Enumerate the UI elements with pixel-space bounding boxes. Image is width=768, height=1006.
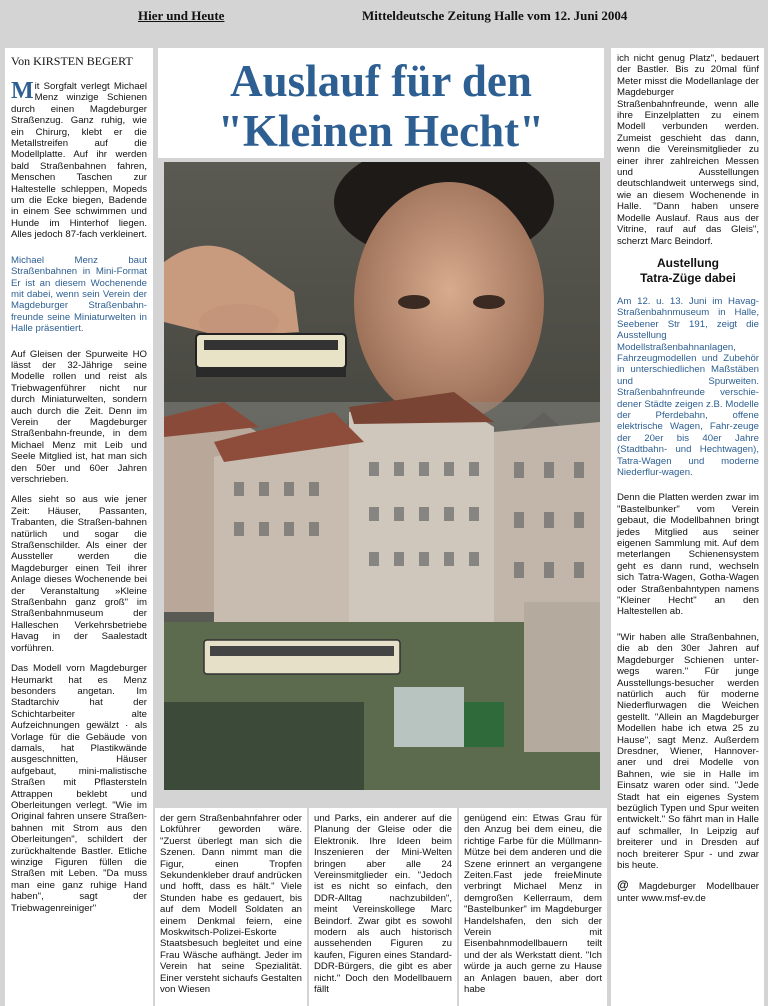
article-column-2 [155,808,307,1006]
article-paragraph: "Wir haben alle Straßenbahnen, die ab den 30er Jahren auf Magdeburger Schienen unter-wegs waren." Für junge Ausstellungs-besucher werden natürlich auch für moderne Niederflurwagen die Weichen gestellt. "Allein an Magdeburger Modellen habe ich etwa 25 zu Hause", sagt Menz. Außerdem Dresdner, Wiener, Hannover-aner und drei Modelle von Bahnen, wie sie in Halle im Einsatz waren oder sind. "Jede Stadt hat ein eigenes System bezüglich Typen und Spur weiten entwickelt." So fährt man in Halle auf schmaller, In Leipzig auf breiterer und in Dresden auf noch breiterer Spur - und zwar bis heute. [617,631,759,871]
article-paragraph: Alles sieht so aus wie jener Zeit: Häuser, Passanten, Trabanten, die Straßen-bahnen natürlich und sogar die Straßenschilder. Als einer der Aussteller werden die Magdeburger einen Teil ihrer Anlage dieses Wochenende bei der Veranstaltung »Kleine Straßenbahn ganz groß" im Straßenbahnmuseum der Halleschen Verkehrsbetriebe Havag in der Saalestadt vorführen. [11,494,147,654]
sidebar-title-line-1: Austellung [657,255,719,270]
article-paragraph: genügend ein: Etwas Grau für den Anzug bei dem eineu, die richtige Farbe für die Müllmann-Mütze bei dem anderen und die Szene erinnert an vergangene Zeiten.Fast jede freieMinute verbringt Michael Menz in demgroßen Kellerraum, dem "Bastelbunker" im Magdeburger Handelshafen, den sich der Verein mit Eisenbahnmodellbauern teilt und der als Werkstatt dient. "Ich würde ja auch gerne zu Hause an Anlagen bauen, aber dort habe [464,813,602,996]
headline-box [158,48,604,158]
article-teaser: Michael Menz baut Straßenbahnen in Mini-Format Er ist an diesem Wochenende mit dabei, wenn sein Verein der Magdeburger Straßenbahn-freunde seine Miniaturwelten in Halle präsentiert. [11,254,147,335]
sidebar-title [617,256,759,286]
article-paragraph: Denn die Platten werden zwar im "Bastelbunker" vom Verein gebaut, die Modellbahnen bringt jedes Mitglied aus seiner eigenen Sammlung mit. Auf dem meterlangen Schienensystem geht es dann rund, wechseln sich Tatra-Wagen, Gotha-Wagen oder Straßenbahntypen namens "Kleiner Hecht" an den Haltestellen ab. [617,492,759,618]
article-photo [164,162,600,790]
article-column-3 [309,808,457,1006]
article-paragraph: ich nicht genug Platz", bedauert der Bastler. Bis zu 20mal fünf Meter misst die Modellanlage der Magdeburger Straßenbahnfreunde, wenn alle ihre Einzelplatten zu einem Modell verbunden werden. Zumeist geschieht das dann, wenn die Vereinsmitglieder zu einer ihrer zahlreichen Messen und Ausstellungen deutschlandweit unterwegs sind, wie an diesem Wochenende in Halle. "Dann haben unsere Modelle Auslauf. Raus aus der Vitrine, rauf auf das Gleis", scherzt Marc Beindorf. [617,53,759,247]
sidebar-title-line-2: Tatra-Züge dabei [640,270,736,285]
article-column-5 [611,48,764,1006]
at-sign-icon: @ [617,878,629,893]
article-paragraph: der gern Straßenbahnfahrer oder Lokführer geworden wäre. "Zuerst überlegt man sich die Szenen. Dann nimmt man die Figur, einen Tropfen Sekundenkleber drauf andrücken und hofft, dass es hält." Viele Stunden habe es gedauert, bis auf dem Modell Soldaten an einem Denkmal feiern, eine Moskwitsch-Polizei-Eskorte Staatsbesuch begleitet und eine Frau Wäsche aufhängt. Jeder im Verein hat seine Spezialität. Einer versteht sichaufs Gestalten von Wiesen [160,813,302,996]
article-paragraph: Auf Gleisen der Spurweite HO lässt der 32-Jährige seine Modelle rollen und reist als Triebwagenführer nicht nur durch Miniaturwelten, sondern auch durch die Zeit. Denn im Verein der Magdeburger Straßenbahn-freunde, in dem Michael Menz mit Leib und Seele Mitglied ist, hat man sich den 50er und 60er Jahren verschrieben. [11,348,147,485]
author-byline: Von KIRSTEN BEGERT [11,54,133,68]
footer-note [617,880,759,904]
headline-line-2: "Kleinen Hecht" [217,106,545,156]
article-column-1 [5,48,153,1006]
publication-source: Mitteldeutsche Zeitung Halle vom 12. Juni 2004 [362,8,628,23]
article-paragraph: Das Modell vorn Magdeburger Heumarkt hat es Menz besonders angetan. Im Stadtarchiv hat der Schichtarbeiter alte Aufzeichnungen gewälzt · als Vorlage für die Gebäude von damals, hat Plastikwände ausgeschnitten, Häuser aufgebaut, mini-malistische Straßen mit Pflastersteln Attrappen beklebt und Oberleitungen verlegt. "Wie im Original fahren unsere Straßen-bahnen mit Strom aus den Oberleitungen", schildert der zurückhaltende Bastler. Etliche winzige Figuren füllen die Straßen mit Leben. "Da muss man eine ganz ruhige Hand haben", sagt der Triebwagenreiniger" [11,663,147,914]
headline [158,48,604,156]
section-title: Hier und Heute [138,8,225,23]
article-intro: Mit Sorgfalt verlegt Michael Menz winzige Schienen durch einen Magdeburger Straßenzug. Ganz ruhig, wie ein Chirurg, klebt er die Metallstreifen auf die Modellplatte. Auf ihr werden bald Straßenbahnen fahren, Menschen Taschen zur Haltestelle schleppen, Mopeds um die Ecke biegen, Badende in einem See schwimmen und Hunde im Hinterhof liegen. Alles jedoch 87-fach verkleinert. [11,78,147,241]
headline-line-1: Auslauf für den [230,56,532,106]
page-header [0,0,768,46]
article-column-4 [459,808,607,1006]
footer-text: Magdeburger Modellbauer unter www.msf-ev.de [617,881,759,904]
article-paragraph: und Parks, ein anderer auf die Planung der Gleise oder die Elektronik. Ihre Ideen beim Inszenieren der Mini-Welten bringen aber alle 24 Vereinsmitglieder ein. "Jedoch ist es nicht so einfach, den DDR-Alltag nachzubilden", meint Vereinskollege Marc Beindorf. Zwar gibt es sowohl modern als auch historisch aussehenden Figuren zu kaufen, Figuren eines Standard-DDR-Bürgers, die gibt es aber nicht." Doch den Modellbauern fällt [314,813,452,996]
exhibition-info: Am 12. u. 13. Juni im Havag-Straßenbahnmuseum in Halle, Seebener Str 191, zeigt die Ausstellung Modellstraßenbahnanlagen, Fahrzeugmodellen und Zubehör in unterschiedlichen Maßstäben und Spurweiten. Straßenbahnfreunde verschie-dener Städte zeigen z.B. Modelle der Pferdebahn, offene elektrische Wagen, Fahr-zeuge der 20er bis 40er Jahre (Stadtbahn- und Hechtwagen), Tatra-Wagen und moderne Niederflur-wagen. [617,295,759,478]
